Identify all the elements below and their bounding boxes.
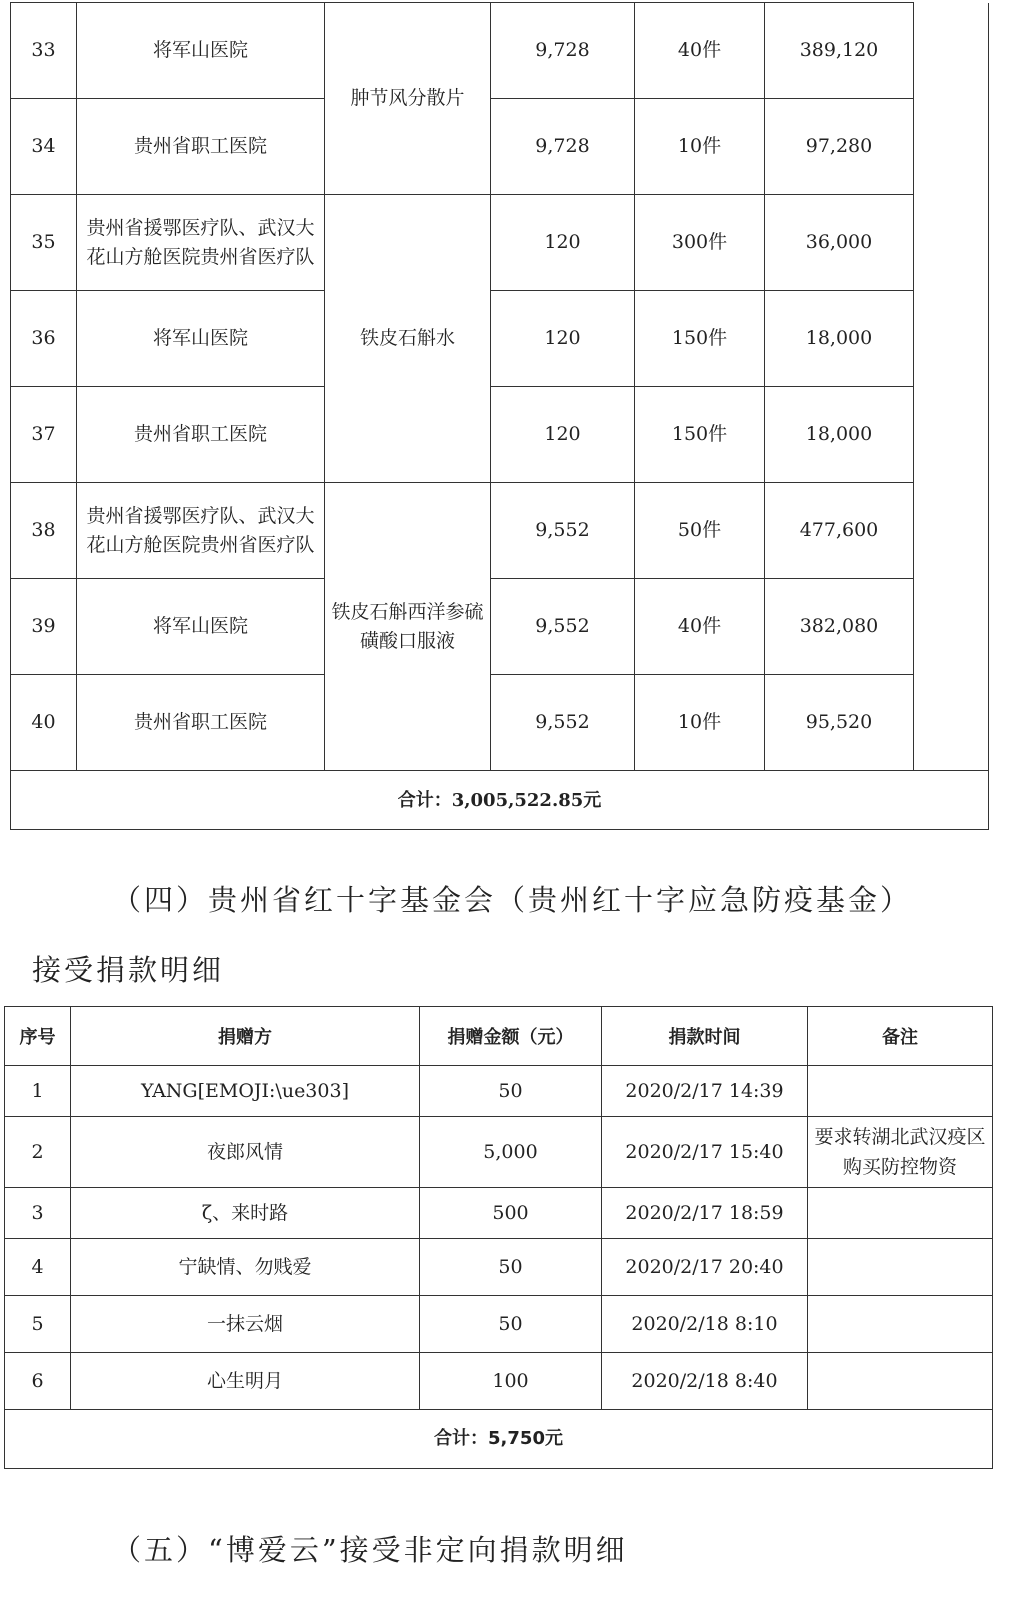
hospital-name: 将军山医院 [77, 3, 325, 99]
donation-amount: 100 [420, 1353, 602, 1410]
total-label: 合计： [397, 789, 452, 811]
donation-amount: 50 [420, 1296, 602, 1353]
row-number: 33 [11, 3, 77, 99]
unit-price: 120 [491, 195, 635, 291]
total-row [11, 771, 989, 830]
table-row [11, 99, 989, 195]
table-row [11, 579, 989, 675]
section4-heading: （四）贵州省红十字基金会（贵州红十字应急防疫基金） [112, 883, 913, 917]
hospital-name: 贵州省职工医院 [77, 387, 325, 483]
total-cell [11, 771, 989, 830]
amount: 95,520 [765, 675, 914, 771]
row-number: 35 [11, 195, 77, 291]
donation-amount: 500 [420, 1188, 602, 1239]
row-number: 34 [11, 99, 77, 195]
donation-amount: 5,000 [420, 1117, 602, 1188]
hospital-name: 贵州省职工医院 [77, 675, 325, 771]
table-row [11, 3, 989, 99]
donation-note [808, 1353, 993, 1410]
col-header-time: 捐款时间 [602, 1007, 808, 1066]
table-row [11, 483, 989, 579]
row-number: 1 [5, 1066, 71, 1117]
unit-price: 9,728 [491, 3, 635, 99]
total-value: 5,750元 [488, 1428, 563, 1449]
amount: 18,000 [765, 291, 914, 387]
donation-time: 2020/2/17 14:39 [602, 1066, 808, 1117]
donation-note [808, 1296, 993, 1353]
quantity: 40件 [635, 579, 765, 675]
amount: 36,000 [765, 195, 914, 291]
unit-price: 9,552 [491, 483, 635, 579]
table-row [5, 1066, 993, 1117]
amount: 389,120 [765, 3, 914, 99]
quantity: 150件 [635, 291, 765, 387]
table-row [11, 291, 989, 387]
amount: 477,600 [765, 483, 914, 579]
row-number: 4 [5, 1239, 71, 1296]
row-number: 3 [5, 1188, 71, 1239]
product-name: 铁皮石斛西洋参硫磺酸口服液 [325, 483, 491, 771]
amount: 97,280 [765, 99, 914, 195]
unit-price: 9,552 [491, 579, 635, 675]
unit-price: 120 [491, 387, 635, 483]
row-number: 40 [11, 675, 77, 771]
unit-price: 9,728 [491, 99, 635, 195]
table-row [5, 1296, 993, 1353]
donation-note [808, 1066, 993, 1117]
donor-name: YANG[EMOJI:\ue303] [71, 1066, 420, 1117]
donation-time: 2020/2/18 8:10 [602, 1296, 808, 1353]
table-header-row [5, 1007, 993, 1066]
quantity: 10件 [635, 99, 765, 195]
row-number: 37 [11, 387, 77, 483]
donation-note: 要求转湖北武汉疫区购买防控物资 [808, 1117, 993, 1188]
medicine-distribution-table [10, 2, 989, 830]
hospital-name: 将军山医院 [77, 579, 325, 675]
hospital-name: 贵州省职工医院 [77, 99, 325, 195]
donation-time: 2020/2/17 18:59 [602, 1188, 808, 1239]
donation-note [808, 1188, 993, 1239]
col-header-amount: 捐赠金额（元） [420, 1007, 602, 1066]
amount: 18,000 [765, 387, 914, 483]
row-number: 2 [5, 1117, 71, 1188]
row-number: 5 [5, 1296, 71, 1353]
total-value: 3,005,522.85元 [451, 789, 602, 811]
blank-column [914, 3, 989, 771]
section4-heading-cont: 接受捐款明细 [32, 953, 225, 987]
quantity: 300件 [635, 195, 765, 291]
table-row [5, 1188, 993, 1239]
product-name: 铁皮石斛水 [325, 195, 491, 483]
donor-name: 宁缺情、勿贱爱 [71, 1239, 420, 1296]
donor-name: 夜郎风情 [71, 1117, 420, 1188]
unit-price: 9,552 [491, 675, 635, 771]
row-number: 6 [5, 1353, 71, 1410]
quantity: 40件 [635, 3, 765, 99]
row-number: 39 [11, 579, 77, 675]
section5-heading: （五）“博爱云”接受非定向捐款明细 [112, 1533, 628, 1567]
donation-note [808, 1239, 993, 1296]
donation-time: 2020/2/18 8:40 [602, 1353, 808, 1410]
donation-table [4, 1006, 993, 1469]
hospital-name: 将军山医院 [77, 291, 325, 387]
hospital-name: 贵州省援鄂医疗队、武汉大花山方舱医院贵州省医疗队 [77, 195, 325, 291]
col-header-no: 序号 [5, 1007, 71, 1066]
table-row [11, 675, 989, 771]
total-row [5, 1410, 993, 1469]
donor-name: 一抹云烟 [71, 1296, 420, 1353]
row-number: 38 [11, 483, 77, 579]
table-row [11, 387, 989, 483]
donation-time: 2020/2/17 15:40 [602, 1117, 808, 1188]
row-number: 36 [11, 291, 77, 387]
table-row [11, 195, 989, 291]
total-cell [5, 1410, 993, 1469]
donation-amount: 50 [420, 1066, 602, 1117]
donor-name: ζ、来时路 [71, 1188, 420, 1239]
quantity: 150件 [635, 387, 765, 483]
table-row [5, 1239, 993, 1296]
table-row [5, 1117, 993, 1188]
amount: 382,080 [765, 579, 914, 675]
hospital-name: 贵州省援鄂医疗队、武汉大花山方舱医院贵州省医疗队 [77, 483, 325, 579]
product-name: 肿节风分散片 [325, 3, 491, 195]
col-header-note: 备注 [808, 1007, 993, 1066]
donation-time: 2020/2/17 20:40 [602, 1239, 808, 1296]
quantity: 10件 [635, 675, 765, 771]
table-row [5, 1353, 993, 1410]
quantity: 50件 [635, 483, 765, 579]
col-header-donor: 捐赠方 [71, 1007, 420, 1066]
total-label: 合计： [434, 1428, 489, 1449]
unit-price: 120 [491, 291, 635, 387]
donor-name: 心生明月 [71, 1353, 420, 1410]
donation-amount: 50 [420, 1239, 602, 1296]
